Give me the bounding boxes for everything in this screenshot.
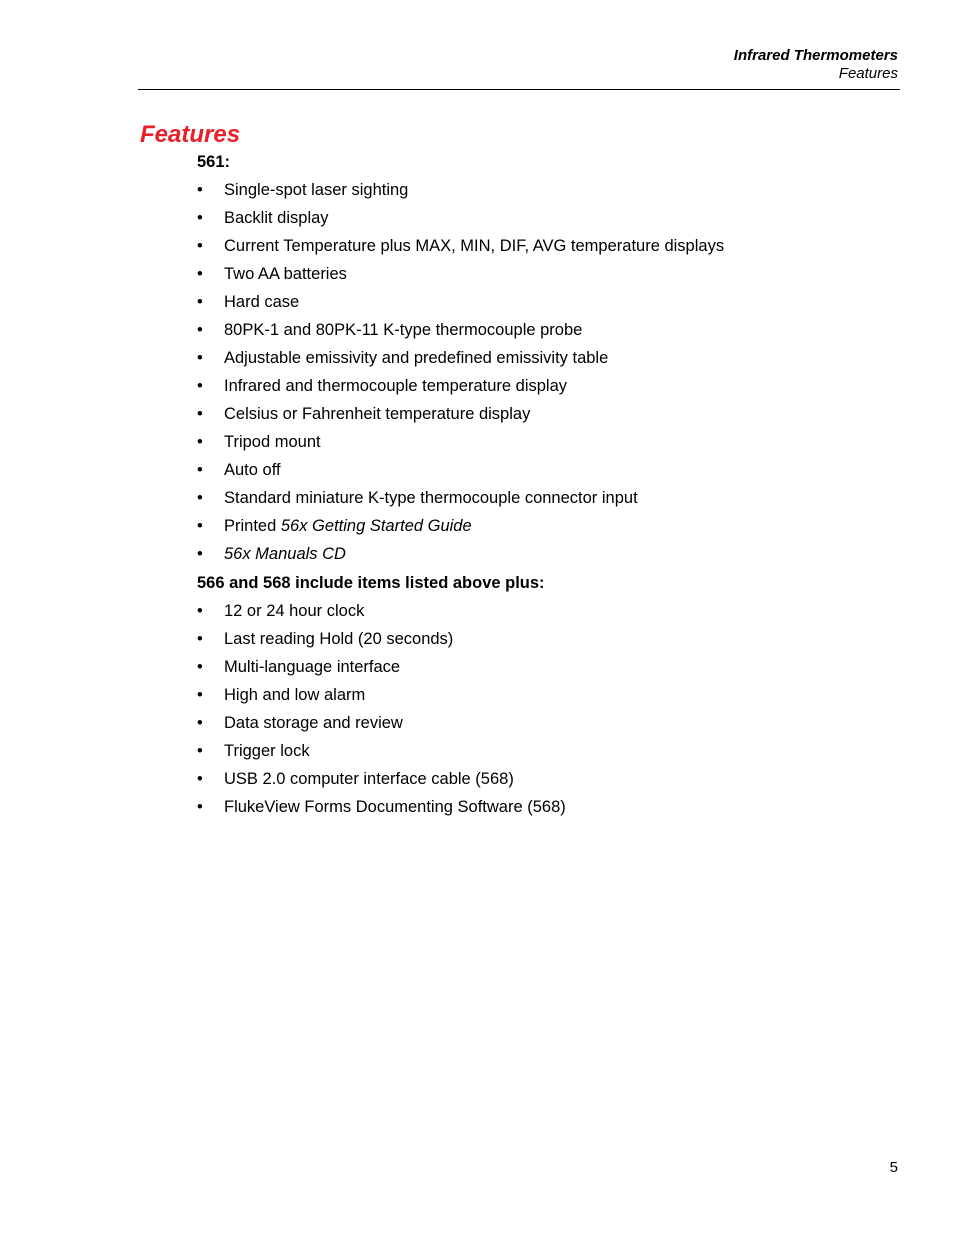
feature-list-item [197,713,566,741]
feature-list-item [197,657,566,685]
running-header [734,47,898,83]
feature-text: FlukeView Forms Documenting Software (568) [224,798,566,816]
model-561-feature-list [197,180,724,572]
section-heading: Features [140,121,241,148]
feature-text: Current Temperature plus MAX, MIN, DIF, AVG temperature displays [224,237,725,255]
feature-list-item [197,348,724,376]
feature-text: Trigger lock [224,742,310,760]
feature-text: Auto off [224,461,281,479]
feature-title-italic: 56x Getting Started Guide [280,517,472,535]
feature-list-item [197,460,724,488]
feature-text: USB 2.0 computer interface cable (568) [224,770,514,788]
feature-text: Infrared and thermocouple temperature display [224,377,568,395]
header-rule [138,89,900,90]
feature-text: 12 or 24 hour clock [224,602,365,620]
page-number: 5 [889,1159,898,1176]
feature-list-item [197,236,724,264]
feature-text: Single-spot laser sighting [224,181,409,199]
feature-list-item [197,769,566,797]
feature-text: Two AA batteries [224,265,347,283]
feature-text: Tripod mount [224,433,321,451]
feature-list-item [197,488,724,516]
feature-title-italic: 56x Manuals CD [224,545,346,563]
running-header-section: Features [838,65,898,82]
feature-text: Standard miniature K-type thermocouple connector input [224,489,638,507]
feature-text: Hard case [224,293,300,311]
feature-list-item [197,208,724,236]
feature-text: Multi-language interface [224,658,401,676]
feature-text: Last reading Hold (20 seconds) [224,630,454,648]
feature-text: Printed [224,517,281,535]
model-561-label: 561: [197,153,231,171]
feature-list-item [197,544,724,572]
feature-list-item [197,432,724,460]
feature-text: Data storage and review [224,714,403,732]
feature-list-item [197,376,724,404]
feature-text: 80PK-1 and 80PK-11 K-type thermocouple probe [224,321,583,339]
feature-list-item [197,264,724,292]
running-header-title: Infrared Thermometers [733,47,898,64]
feature-text: Celsius or Fahrenheit temperature display [224,405,531,423]
feature-list-item [197,180,724,208]
model-566-568-feature-list [197,601,566,825]
model-566-568-label: 566 and 568 include items listed above plus: [197,574,545,592]
feature-list-item [197,685,566,713]
feature-list-item [197,741,566,769]
feature-list-item [197,516,724,544]
feature-list-item [197,320,724,348]
feature-list-item [197,629,566,657]
feature-list-item [197,292,724,320]
feature-text: Backlit display [224,209,329,227]
feature-list-item [197,797,566,825]
feature-list-item [197,601,566,629]
feature-text: High and low alarm [224,686,366,704]
feature-list-item [197,404,724,432]
feature-text: Adjustable emissivity and predefined emissivity table [224,349,609,367]
